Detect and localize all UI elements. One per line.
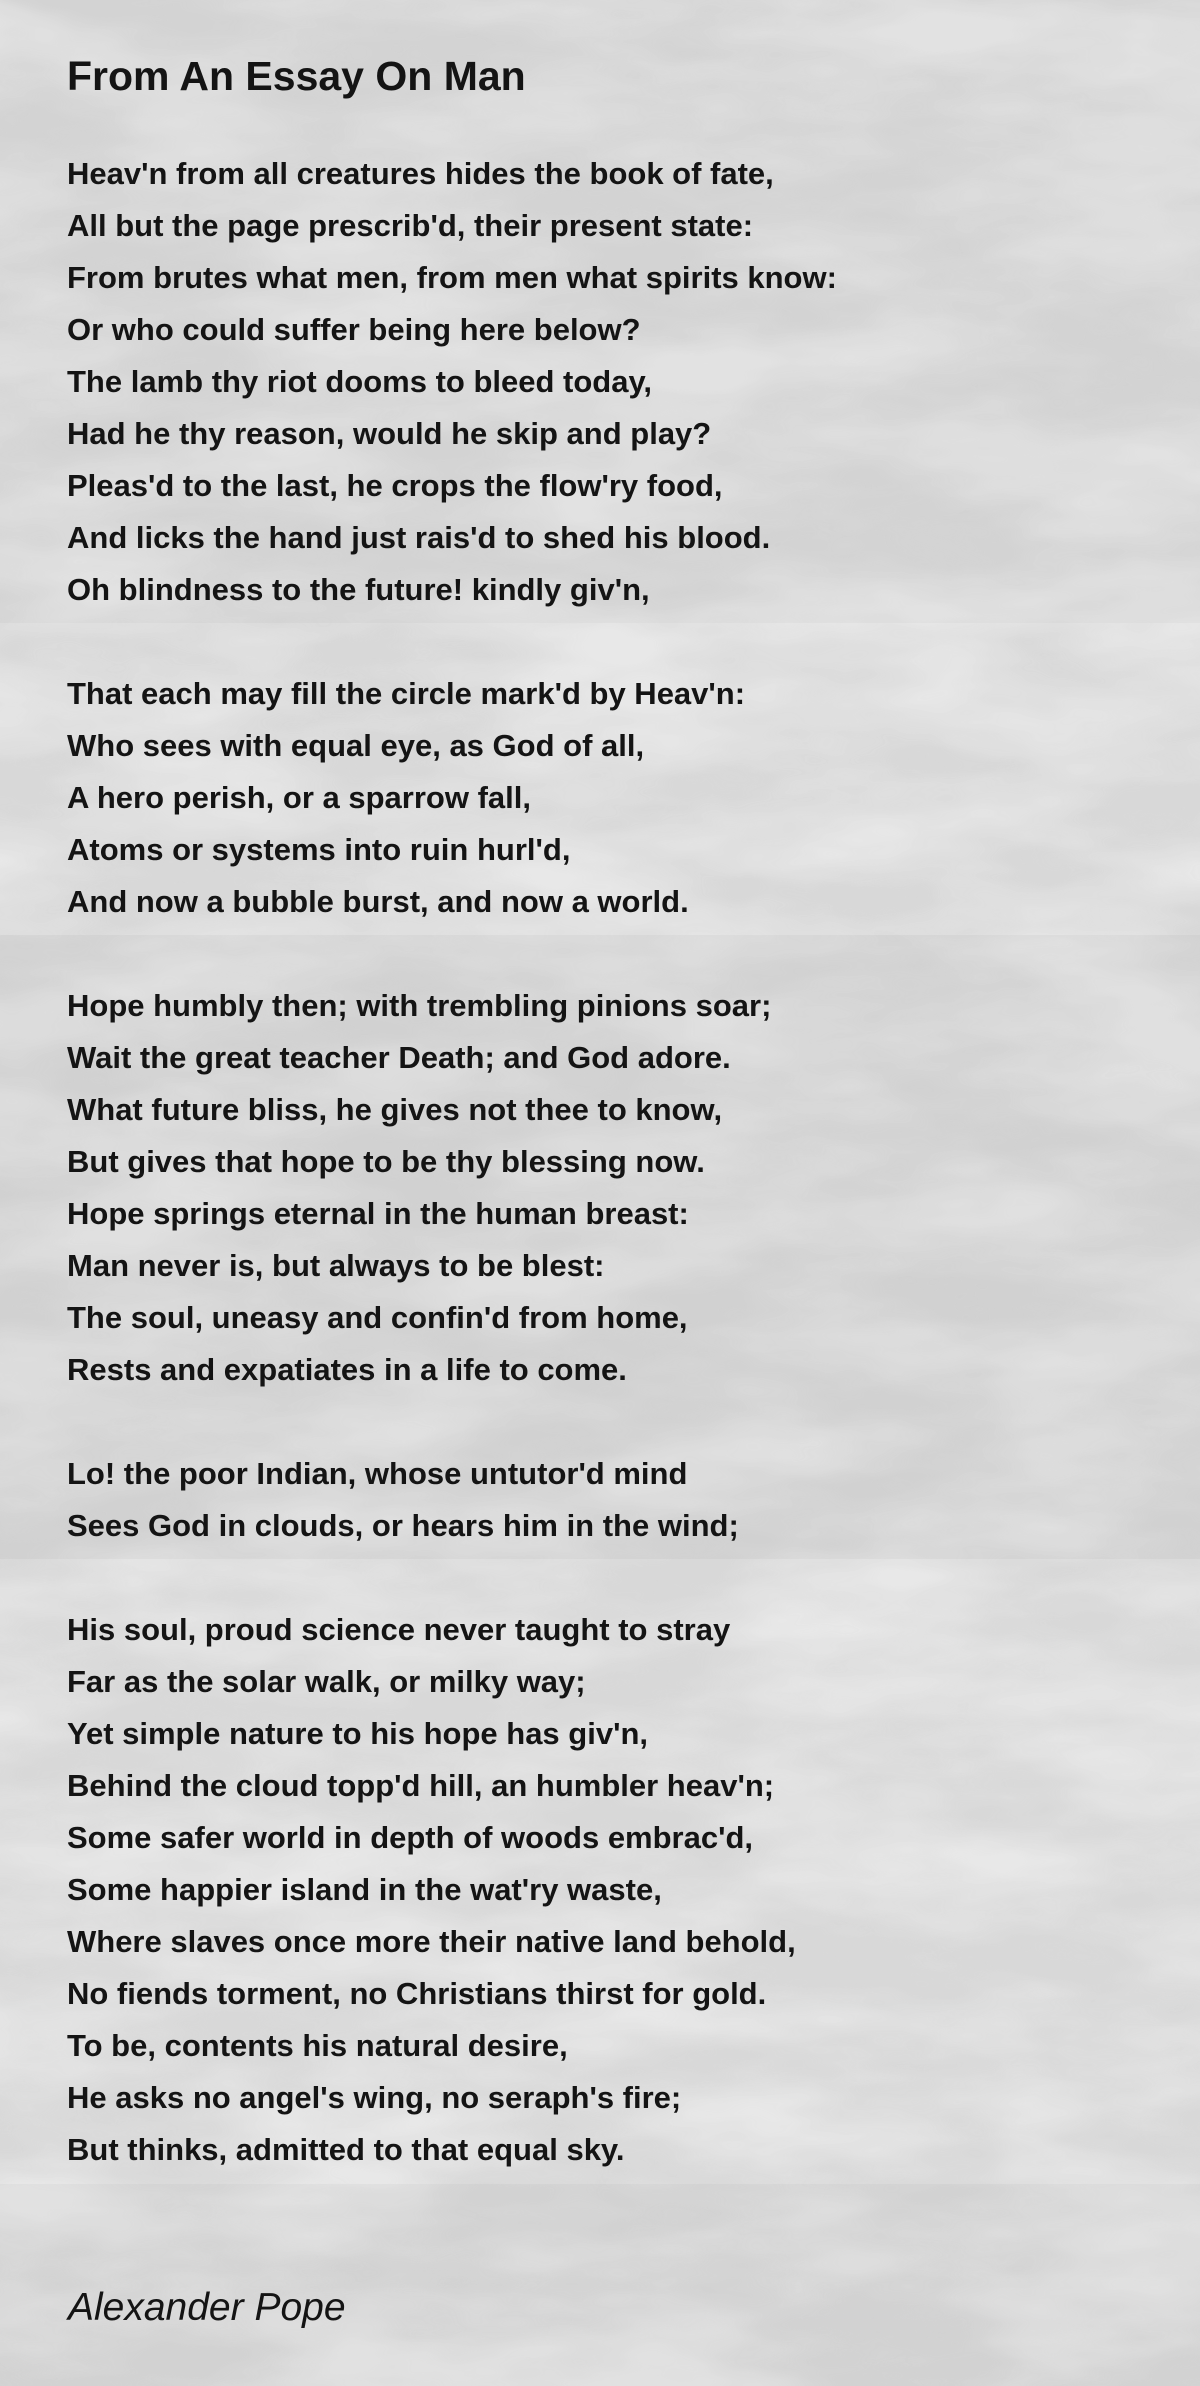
- poem-line: Oh blindness to the future! kindly giv'n,: [67, 572, 650, 607]
- poem-line: What future bliss, he gives not thee to know,: [67, 1092, 723, 1127]
- poem-line: Wait the great teacher Death; and God adore.: [67, 1040, 731, 1075]
- poem-line: Hope humbly then; with trembling pinions soar;: [67, 988, 772, 1023]
- poem-stanza: [67, 1604, 796, 2176]
- poem-line: Yet simple nature to his hope has giv'n,: [67, 1716, 648, 1751]
- poem-line: Some happier island in the wat'ry waste,: [67, 1872, 662, 1907]
- poem-line: And now a bubble burst, and now a world.: [67, 884, 689, 919]
- poem-title: From An Essay On Man: [67, 53, 526, 99]
- poem-line: And licks the hand just rais'd to shed his blood.: [67, 520, 771, 555]
- poem-stanza: [67, 148, 837, 616]
- poem-line: Hope springs eternal in the human breast:: [67, 1196, 689, 1231]
- poem-line: Where slaves once more their native land behold,: [67, 1924, 796, 1959]
- poem-line: Far as the solar walk, or milky way;: [67, 1664, 586, 1699]
- poem-stanza: [67, 1448, 739, 1552]
- poem-line: To be, contents his natural desire,: [67, 2028, 568, 2063]
- poem-line: Lo! the poor Indian, whose untutor'd mind: [67, 1456, 688, 1491]
- poem-line: Some safer world in depth of woods embrac'd,: [67, 1820, 754, 1855]
- poem-line: Or who could suffer being here below?: [67, 312, 641, 347]
- poem-line: He asks no angel's wing, no seraph's fire;: [67, 2080, 682, 2115]
- poem-line: No fiends torment, no Christians thirst for gold.: [67, 1976, 767, 2011]
- poem-stanza: [67, 668, 745, 928]
- poem-stanza: [67, 980, 771, 1396]
- poem-line: All but the page prescrib'd, their present state:: [67, 208, 754, 243]
- poem-author: Alexander Pope: [68, 2286, 346, 2329]
- poem-line: Heav'n from all creatures hides the book of fate,: [67, 156, 774, 191]
- poem-line: His soul, proud science never taught to stray: [67, 1612, 731, 1647]
- poem-line: The lamb thy riot dooms to bleed today,: [67, 364, 653, 399]
- poem-line: Rests and expatiates in a life to come.: [67, 1352, 627, 1387]
- poem-line: But gives that hope to be thy blessing now.: [67, 1144, 705, 1179]
- poem-line: Atoms or systems into ruin hurl'd,: [67, 832, 571, 867]
- poem-line: Sees God in clouds, or hears him in the wind;: [67, 1508, 739, 1543]
- poem-line: The soul, uneasy and confin'd from home,: [67, 1300, 688, 1335]
- poem-line: From brutes what men, from men what spirits know:: [67, 260, 837, 295]
- poem-line: A hero perish, or a sparrow fall,: [67, 780, 531, 815]
- poem-line: But thinks, admitted to that equal sky.: [67, 2132, 625, 2167]
- poem-line: Behind the cloud topp'd hill, an humbler heav'n;: [67, 1768, 775, 1803]
- poem-line: That each may fill the circle mark'd by Heav'n:: [67, 676, 746, 711]
- poem-line: Who sees with equal eye, as God of all,: [67, 728, 645, 763]
- poem-line: Had he thy reason, would he skip and play?: [67, 416, 712, 451]
- poem-line: Man never is, but always to be blest:: [67, 1248, 605, 1283]
- poem-line: Pleas'd to the last, he crops the flow'ry food,: [67, 468, 723, 503]
